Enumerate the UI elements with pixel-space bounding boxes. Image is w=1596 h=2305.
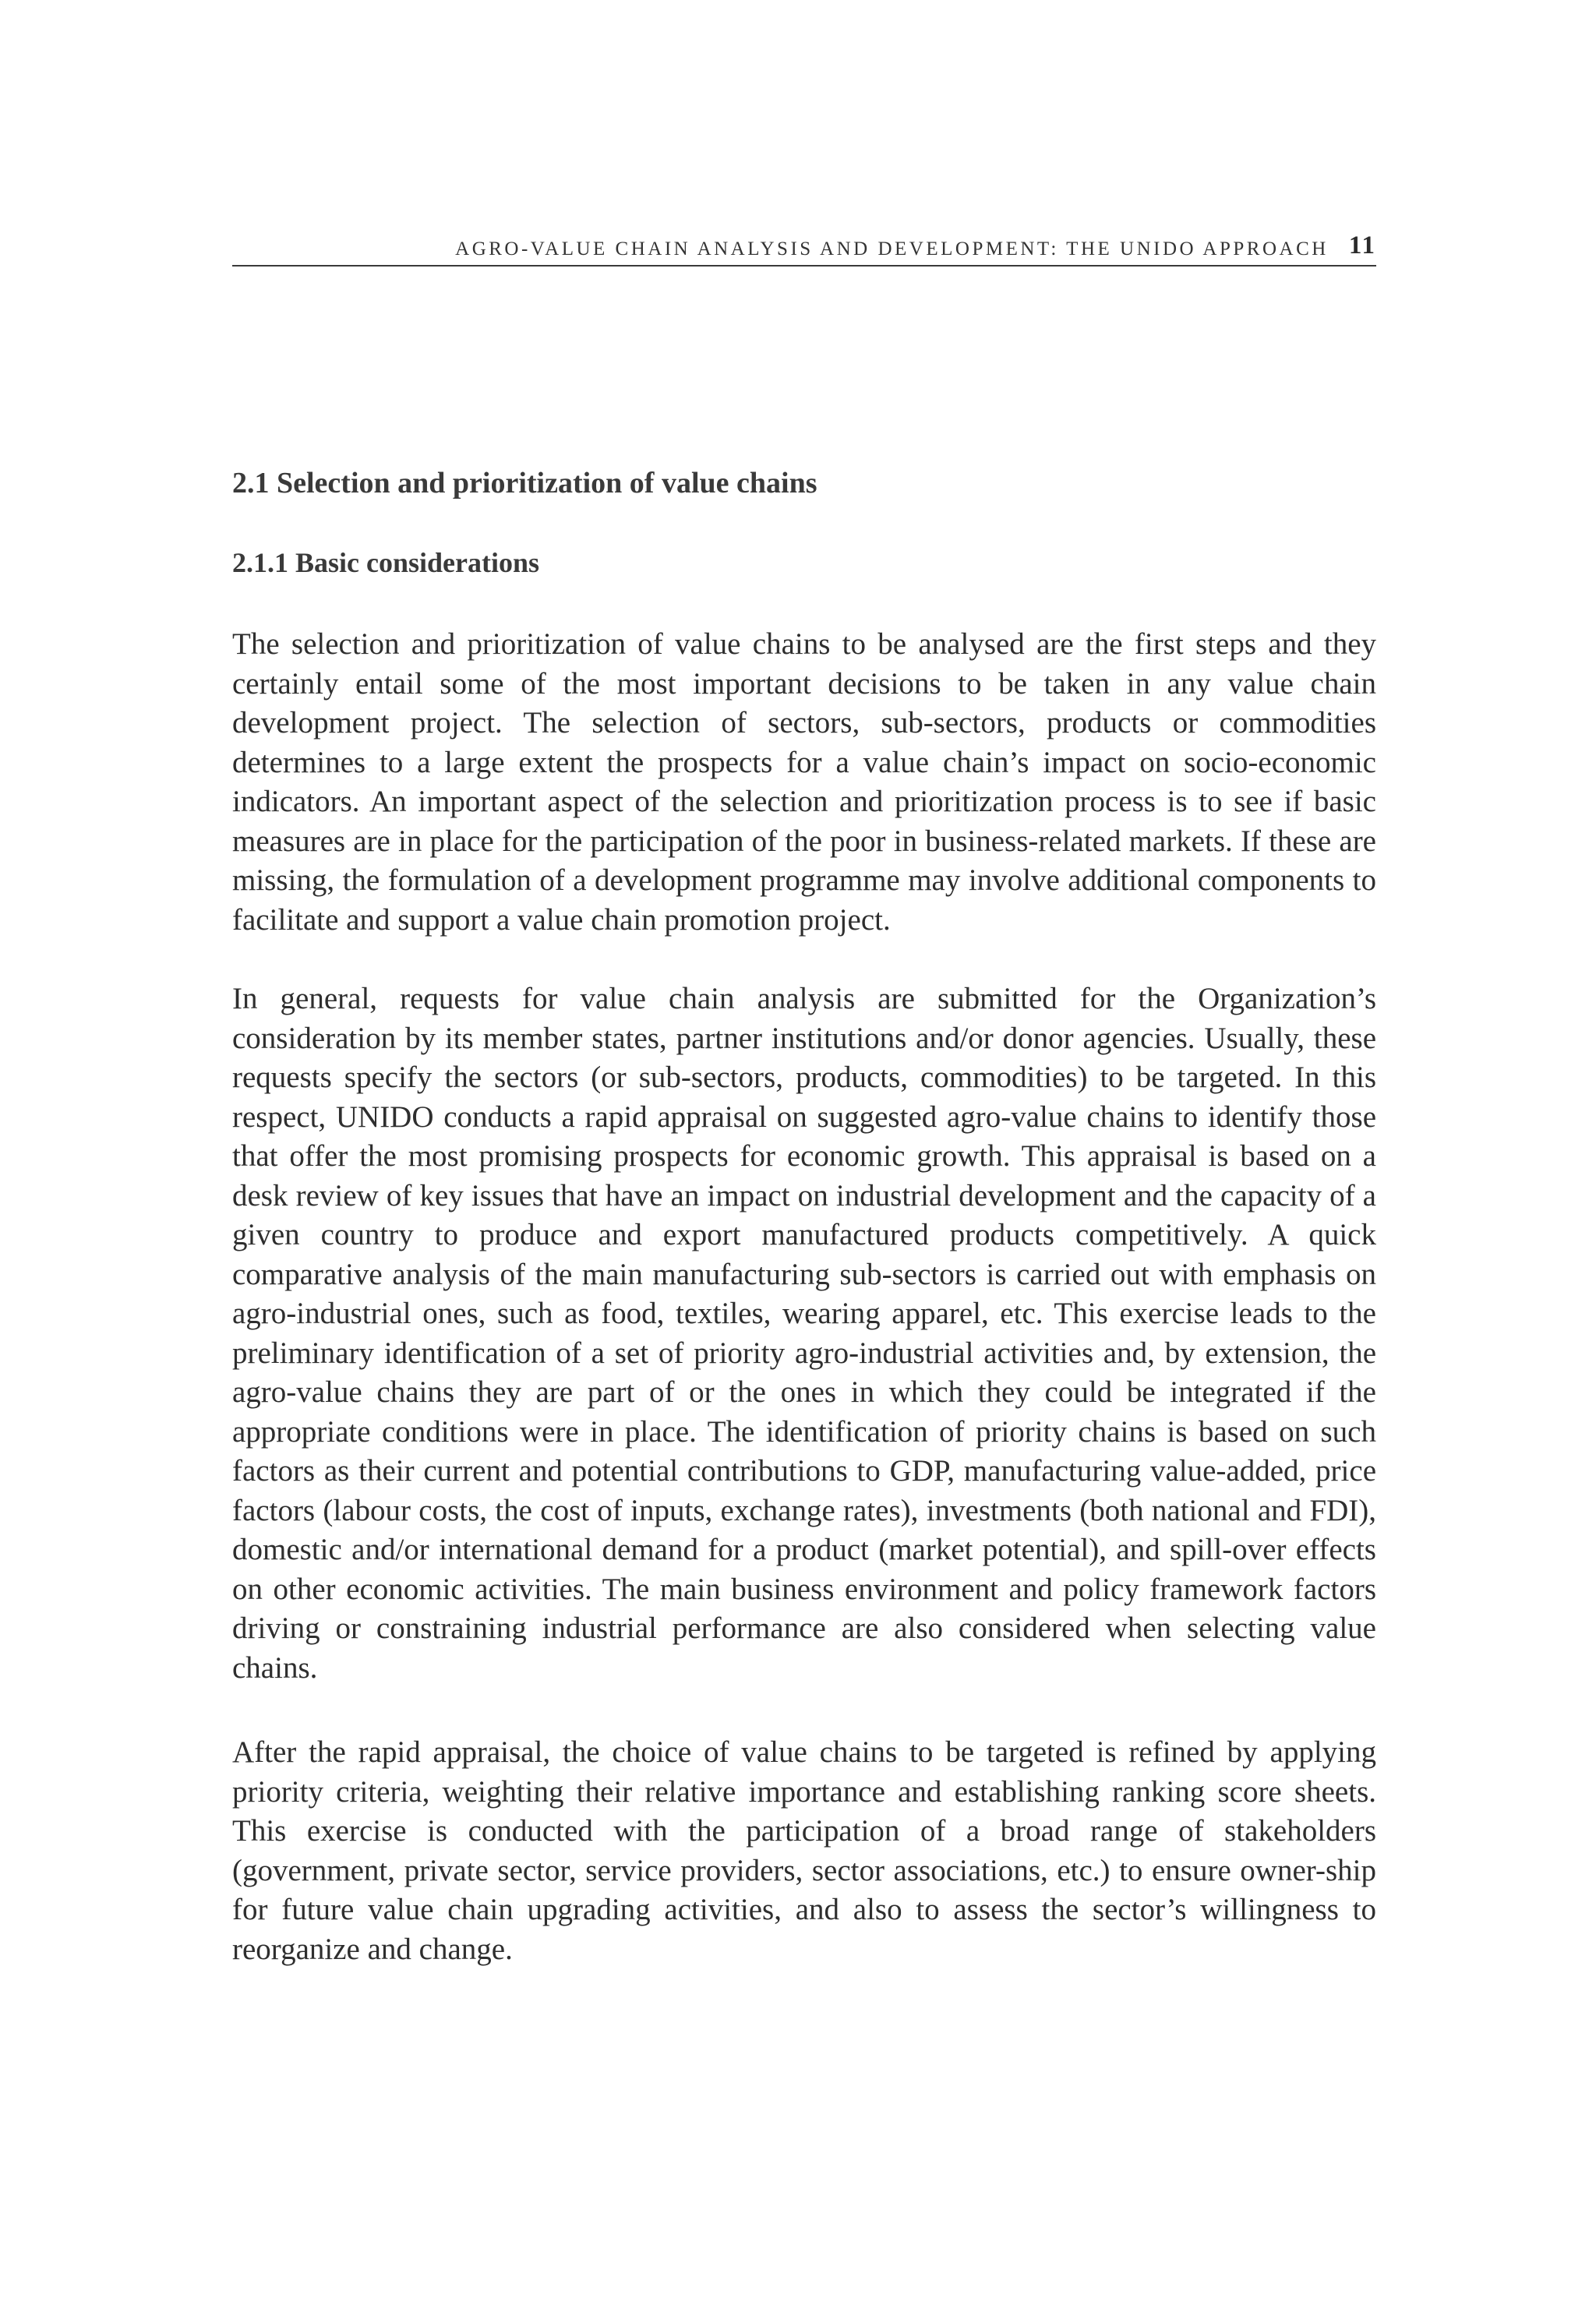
section-heading: 2.1 Selection and prioritization of value chains	[232, 467, 817, 499]
body-paragraph-3: After the rapid appraisal, the choice of value chains to be targeted is refined by applying priority criteria, weighting their relative importance and establishing ranking score sheets. This exercise is conducted with the participation of a broad range of stakeholders (government, private sector, service providers, sector associations, etc.) to ensure owner-ship for future value chain upgrading activities, and also to assess the sector’s willingness to reorganize and change.	[232, 1735, 1376, 1966]
page-number: 11	[1348, 231, 1376, 259]
running-title: AGRO-VALUE CHAIN ANALYSIS AND DEVELOPMENT: THE UNIDO APPROACH	[455, 238, 1329, 259]
running-header	[232, 229, 1376, 267]
subsection-heading: 2.1.1 Basic considerations	[232, 547, 540, 578]
body-paragraph-1: The selection and prioritization of value chains to be analysed are the first steps and they certainly entail some of the most important decisions to be taken in any value chain development project. The selection of sectors, sub-sectors, products or commodities determines to a large extent the prospects for a value chain’s impact on socio-economic indicators. An important aspect of the selection and prioritization process is to see if basic measures are in place for the participation of the poor in business-related markets. If these are missing, the formulation of a development programme may involve additional components to facilitate and support a value chain promotion project.	[232, 627, 1376, 937]
body-paragraph-2: In general, requests for value chain analysis are submitted for the Organization’s consideration by its member states, partner institutions and/or donor agencies. Usually, these requests specify the sectors (or sub-sectors, products, commodities) to be targeted. In this respect, UNIDO conducts a rapid appraisal on suggested agro-value chains to identify those that offer the most promising prospects for economic growth. This appraisal is based on a desk review of key issues that have an impact on industrial development and the capacity of a given country to produce and export manufactured products competitively. A quick comparative analysis of the main manufacturing sub-sectors is carried out with emphasis on agro-industrial ones, such as food, textiles, wearing apparel, etc. This exercise leads to the preliminary identification of a set of priority agro-industrial activities and, by extension, the agro-value chains they are part of or the ones in which they could be integrated if the appropriate conditions were in place. The identification of priority chains is based on such factors as their current and potential contributions to GDP, manufacturing value-added, price factors (labour costs, the cost of inputs, exchange rates), investments (both national and FDI), domestic and/or international demand for a product (market potential), and spill-over effects on other economic activities. The main business environment and policy framework factors driving or constraining industrial performance are also considered when selecting value chains.	[232, 982, 1376, 1685]
